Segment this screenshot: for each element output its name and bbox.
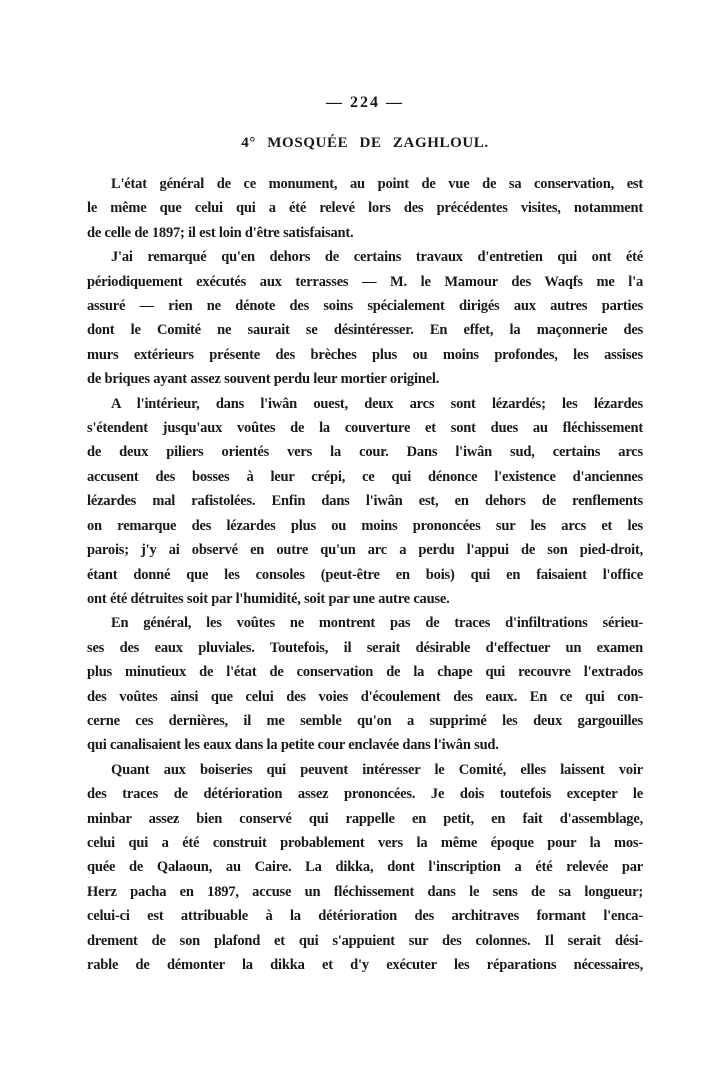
- text-line: des voûtes ainsi que celui des voies d'écoulement des eaux. En ce qui con-: [87, 688, 643, 705]
- text-line: de deux piliers orientés vers la cour. Dans l'iwân sud, certains arcs: [87, 444, 643, 461]
- text-line: ont été détruites soit par l'humidité, soit par une autre cause.: [87, 590, 450, 607]
- text-line: périodiquement exécutés aux terrasses — M. le Mamour des Waqfs me l'a: [87, 273, 643, 290]
- text-line: de celle de 1897; il est loin d'être satisfaisant.: [87, 224, 354, 241]
- text-line: minbar assez bien conservé qui rappelle en petit, en fait d'assemblage,: [87, 810, 643, 827]
- text-line: qui canalisaient les eaux dans la petite cour enclavée dans l'iwân sud.: [87, 737, 499, 754]
- section-heading: 4° MOSQUÉE DE ZAGHLOUL.: [241, 135, 489, 151]
- text-line: ses des eaux pluviales. Toutefois, il serait désirable d'effectuer un examen: [87, 639, 643, 656]
- paragraph: [87, 758, 643, 978]
- text-line: celui qui a été construit probablement vers la même époque pour la mos-: [87, 834, 643, 851]
- text-line: En général, les voûtes ne montrent pas de traces d'infiltrations sérieu-: [111, 615, 643, 632]
- text-line: cerne ces dernières, il me semble qu'on a supprimé les deux gargouilles: [87, 712, 643, 729]
- text-line: L'état général de ce monument, au point de vue de sa conservation, est: [111, 176, 643, 192]
- text-line: accusent des bosses à leur crépi, ce qui dénonce l'existence d'anciennes: [87, 468, 643, 485]
- text-line: assuré — rien ne dénote des soins spécialement dirigés aux autres parties: [87, 298, 643, 315]
- text-line: murs extérieurs présente des brèches plus ou moins profondes, les assises: [87, 346, 643, 363]
- text-line: drement de son plafond et qui s'appuient sur des colonnes. Il serait dési-: [87, 932, 643, 949]
- paragraph: [87, 172, 643, 245]
- text-line: le même que celui qui a été relevé lors des précédentes visites, notamment: [87, 200, 643, 217]
- paragraph: [87, 611, 643, 757]
- text-line: des traces de détérioration assez prononcées. Je dois toutefois excepter le: [87, 786, 643, 803]
- text-line: Herz pacha en 1897, accuse un fléchissement dans le sens de sa longueur;: [87, 883, 643, 900]
- text-line: de briques ayant assez souvent perdu leur mortier originel.: [87, 371, 440, 388]
- text-line: Quant aux boiseries qui peuvent intéresser le Comité, elles laissent voir: [111, 761, 643, 778]
- text-line: étant donné que les consoles (peut-être en bois) qui en faisaient l'office: [87, 566, 643, 583]
- text-line: J'ai remarqué qu'en dehors de certains travaux d'entretien qui ont été: [111, 249, 643, 266]
- text-line: quée de Qalaoun, au Caire. La dikka, dont l'inscription a été relevée par: [87, 859, 643, 876]
- text-line: parois; j'y ai observé en outre qu'un arc a perdu l'appui de son pied-droit,: [87, 542, 643, 559]
- paragraph: [87, 245, 643, 391]
- text-line: plus minutieux de l'état de conservation de la chape qui recouvre l'extrados: [87, 664, 643, 681]
- text-line: s'étendent jusqu'aux voûtes de la couverture et sont dues au fléchissement: [87, 420, 643, 437]
- text-line: celui-ci est attribuable à la détérioration des architraves formant l'enca-: [87, 908, 643, 925]
- page-number: — 224 —: [326, 94, 404, 111]
- paragraph: [87, 392, 643, 612]
- text-line: on remarque des lézardes plus ou moins prononcées sur les arcs et les: [87, 517, 643, 534]
- text-line: rable de démonter la dikka et d'y exécuter les réparations nécessaires,: [87, 957, 643, 973]
- text-line: dont le Comité ne saurait se désintéresser. En effet, la maçonnerie des: [87, 322, 643, 339]
- text-body: [87, 172, 643, 977]
- text-line: A l'intérieur, dans l'iwân ouest, deux arcs sont lézardés; les lézardes: [111, 395, 643, 412]
- text-line: lézardes mal rafistolées. Enfin dans l'iwân est, en dehors de renflements: [87, 493, 643, 510]
